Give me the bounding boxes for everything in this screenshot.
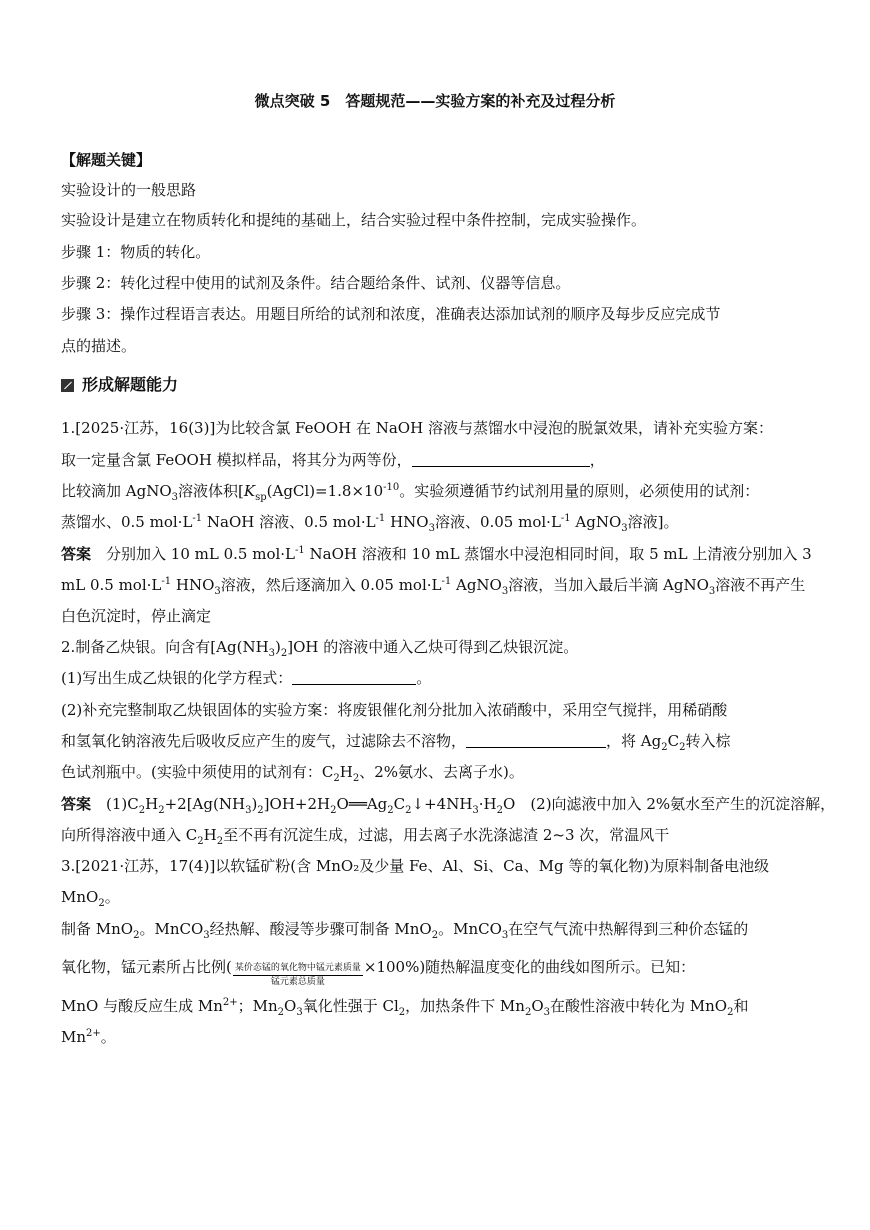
key-line-1: 实验设计的一般思路 bbox=[61, 181, 197, 199]
sub: 2 bbox=[661, 742, 668, 753]
sub: 3 bbox=[708, 586, 716, 597]
text: 。 bbox=[104, 888, 120, 906]
q2-line-3: (2)补充完整制取乙炔银固体的实验方案：将废银催化剂分批加入浓硝酸中，采用空气搅拌，用稀硝酸 bbox=[61, 701, 728, 719]
text: NaOH 溶液、0.5 mol·L bbox=[202, 513, 376, 531]
q3-line-6 bbox=[61, 1027, 116, 1047]
text: 和 bbox=[733, 997, 749, 1015]
sub: 2 bbox=[352, 773, 360, 784]
q1-text: 取一定量含氯 FeOOH 模拟样品，将其分为两等份， bbox=[61, 451, 412, 469]
answer-blank-3[interactable] bbox=[466, 733, 606, 748]
text: H bbox=[203, 826, 217, 844]
text: O bbox=[284, 997, 297, 1015]
text: HNO bbox=[385, 513, 429, 531]
step-3: 步骤 3：操作过程语言表达。用题目所给的试剂和浓度，准确表达添加试剂的顺序及每步反应完成节 bbox=[61, 305, 721, 323]
text: ；Mn bbox=[237, 997, 278, 1015]
fraction bbox=[233, 962, 363, 989]
text: 比较滴加 AgNO bbox=[61, 482, 172, 500]
text: ，将 Ag bbox=[606, 732, 662, 750]
text: C bbox=[667, 732, 680, 750]
page-title: 微点突破 5 答题规范——实验方案的补充及过程分析 bbox=[254, 92, 616, 110]
sup: -1 bbox=[192, 513, 203, 524]
text: 溶液不再产生 bbox=[715, 576, 806, 594]
text: 溶液]。 bbox=[627, 513, 679, 531]
step-1: 步骤 1：物质的转化。 bbox=[61, 243, 211, 261]
text: NaOH 溶液和 10 mL 蒸馏水中浸泡相同时间，取 5 mL 上清液分别加入 3 bbox=[304, 545, 812, 563]
text: H bbox=[339, 763, 353, 781]
q2-line-4 bbox=[61, 731, 730, 751]
sub: 2 bbox=[431, 930, 439, 941]
sub: 2 bbox=[524, 1007, 532, 1018]
sup: -1 bbox=[560, 513, 571, 524]
sup: -1 bbox=[295, 545, 305, 556]
text: mL 0.5 mol·L bbox=[61, 576, 162, 594]
sub: 3 bbox=[214, 586, 221, 597]
q3-line-1: 3.[2021·江苏，17(4)]以软锰矿粉(含 MnO₂及少量 Fe、Al、Si、Ca、Mg 等的氧化物)为原料制备电池级 bbox=[61, 857, 770, 875]
text: 在空气气流中热解得到三种价态锰的 bbox=[508, 920, 749, 938]
sub: 3 bbox=[543, 1007, 550, 1018]
sub: 3 bbox=[472, 805, 479, 816]
text: 至不再有沉淀生成，过滤，用去离子水洗涤滤渣 2~3 次，常温风干 bbox=[223, 826, 670, 844]
sub: 2 bbox=[333, 773, 340, 784]
sup: 2+ bbox=[222, 997, 238, 1008]
sub: 2 bbox=[679, 742, 686, 753]
text: MnO 与酸反应生成 Mn bbox=[61, 997, 223, 1015]
q3-line-3 bbox=[61, 919, 748, 939]
text: 。 bbox=[416, 669, 432, 687]
section-title: 形成解题能力 bbox=[82, 375, 179, 394]
text: C bbox=[393, 795, 406, 813]
q1-answer-3: 白色沉淀时，停止滴定 bbox=[61, 607, 212, 625]
text: ) bbox=[251, 795, 258, 813]
text: H bbox=[145, 795, 159, 813]
answer-label: 答案 bbox=[61, 795, 92, 813]
section-heading bbox=[61, 375, 178, 395]
q1-punct: ， bbox=[589, 451, 605, 469]
text: 2.制备乙炔银。向含有[Ag(NH bbox=[61, 638, 269, 656]
q1-line-3 bbox=[61, 481, 759, 501]
sub: 3 bbox=[501, 930, 509, 941]
sub: 2 bbox=[133, 930, 140, 941]
text: 溶液，然后逐滴加入 0.05 mol·L bbox=[220, 576, 442, 594]
step-3-cont: 点的描述。 bbox=[61, 337, 137, 355]
text: ·H bbox=[478, 795, 497, 813]
text: 。实验须遵循节约试剂用量的原则，必须使用的试剂： bbox=[399, 482, 760, 500]
text: ×100%)随热解温度变化的曲线如图所示。已知： bbox=[363, 958, 696, 976]
sub: 3 bbox=[501, 586, 509, 597]
text: 经热解、酸浸等步骤可制备 MnO bbox=[209, 920, 432, 938]
sub: 2 bbox=[197, 836, 204, 847]
text: 、2%氨水、去离子水)。 bbox=[359, 763, 524, 781]
sub: sp bbox=[255, 492, 267, 503]
pencil-square-icon bbox=[61, 379, 74, 392]
sup: 2+ bbox=[86, 1028, 101, 1039]
q2-answer-1 bbox=[61, 794, 835, 814]
q1-answer-1 bbox=[61, 544, 812, 564]
text: 氧化物，锰元素所占比例( bbox=[61, 958, 232, 976]
text: ↓+4NH bbox=[411, 795, 473, 813]
text: O bbox=[531, 997, 544, 1015]
sup: -10 bbox=[383, 482, 400, 493]
text: 溶液，当加入最后半滴 AgNO bbox=[508, 576, 709, 594]
sub: 2 bbox=[727, 1007, 734, 1018]
text: 制备 MnO bbox=[61, 920, 134, 938]
text: 转入棕 bbox=[685, 732, 731, 750]
sub: 2 bbox=[216, 836, 224, 847]
q2-line-5 bbox=[61, 762, 524, 782]
sub: 2 bbox=[398, 1007, 406, 1018]
text: ]OH 的溶液中通入乙炔可得到乙炔银沉淀。 bbox=[287, 638, 579, 656]
text: ，加热条件下 Mn bbox=[405, 997, 525, 1015]
answer-blank-1[interactable] bbox=[412, 452, 590, 467]
text: ]OH+2H bbox=[263, 795, 331, 813]
sup: -1 bbox=[375, 513, 386, 524]
sub: 2 bbox=[98, 898, 105, 909]
text: 。MnCO bbox=[139, 920, 204, 938]
sub: 2 bbox=[158, 805, 165, 816]
text: Mn bbox=[61, 1028, 87, 1046]
sub: 3 bbox=[621, 523, 628, 534]
sup: -1 bbox=[441, 576, 452, 587]
text: 在酸性溶液中转化为 MnO bbox=[550, 997, 728, 1015]
text: (1)写出生成乙炔银的化学方程式： bbox=[61, 669, 293, 687]
text: 溶液体积[ bbox=[178, 482, 244, 500]
sub: 2 bbox=[387, 805, 394, 816]
text: 和氢氧化钠溶液先后吸收反应产生的废气，过滤除去不溶物， bbox=[61, 732, 467, 750]
text: 色试剂瓶中。(实验中须使用的试剂有：C bbox=[61, 763, 334, 781]
key-header: 【解题关键】 bbox=[61, 151, 152, 169]
q1-line-1: 1.[2025·江苏，16(3)]为比较含氯 FeOOH 在 NaOH 溶液与蒸馏水中浸泡的脱氯效果，请补充实验方案： bbox=[61, 419, 773, 437]
sub: 2 bbox=[496, 805, 504, 816]
q1-line-2 bbox=[61, 450, 605, 470]
text: 。MnCO bbox=[438, 920, 502, 938]
text: AgNO bbox=[451, 576, 502, 594]
q3-line-2 bbox=[61, 887, 120, 907]
sub: 2 bbox=[257, 805, 264, 816]
text: 。 bbox=[100, 1028, 116, 1046]
fraction-denominator: 锰元素总质量 bbox=[270, 977, 325, 987]
sub: 3 bbox=[203, 930, 210, 941]
sub: 2 bbox=[138, 805, 146, 816]
sub: 3 bbox=[296, 1007, 303, 1018]
text: 溶液、0.05 mol·L bbox=[434, 513, 561, 531]
text: 分别加入 10 mL 0.5 mol·L bbox=[91, 545, 295, 563]
q3-line-4 bbox=[61, 957, 695, 989]
text: 蒸馏水、0.5 mol·L bbox=[61, 513, 193, 531]
sub: 2 bbox=[280, 648, 288, 659]
sub: 3 bbox=[171, 492, 179, 503]
text: ) bbox=[275, 638, 281, 656]
text: MnO bbox=[61, 888, 99, 906]
sub: 2 bbox=[277, 1007, 285, 1018]
step-2: 步骤 2：转化过程中使用的试剂及条件。结合题给条件、试剂、仪器等信息。 bbox=[61, 274, 571, 292]
ksp-symbol: K bbox=[243, 482, 256, 500]
q3-line-5 bbox=[61, 996, 748, 1016]
text: (AgCl)=1.8×10 bbox=[266, 482, 384, 500]
key-line-2: 实验设计是建立在物质转化和提纯的基础上，结合实验过程中条件控制，完成实验操作。 bbox=[61, 211, 647, 229]
q1-line-4 bbox=[61, 512, 679, 532]
text: (1)C bbox=[91, 795, 139, 813]
text: +2[Ag(NH bbox=[164, 795, 246, 813]
text: O══Ag bbox=[336, 795, 388, 813]
text: AgNO bbox=[570, 513, 622, 531]
sub: 2 bbox=[330, 805, 337, 816]
answer-blank-2[interactable] bbox=[292, 670, 416, 685]
q2-line-2 bbox=[61, 668, 431, 688]
sub: 2 bbox=[405, 805, 412, 816]
text: 向所得溶液中通入 C bbox=[61, 826, 198, 844]
answer-label: 答案 bbox=[61, 545, 92, 563]
text: 氧化性强于 Cl bbox=[302, 997, 399, 1015]
sub: 3 bbox=[428, 523, 435, 534]
sup: -1 bbox=[161, 576, 172, 587]
sub: 3 bbox=[245, 805, 252, 816]
q2-line-1 bbox=[61, 637, 578, 657]
sub: 3 bbox=[268, 648, 276, 659]
text: HNO bbox=[171, 576, 215, 594]
q2-answer-2 bbox=[61, 825, 669, 845]
fraction-numerator: 某价态锰的氧化物中锰元素质量 bbox=[233, 962, 363, 976]
q1-answer-2 bbox=[61, 575, 805, 595]
text: O (2)向滤液中加入 2%氨水至产生的沉淀溶解， bbox=[503, 795, 836, 813]
